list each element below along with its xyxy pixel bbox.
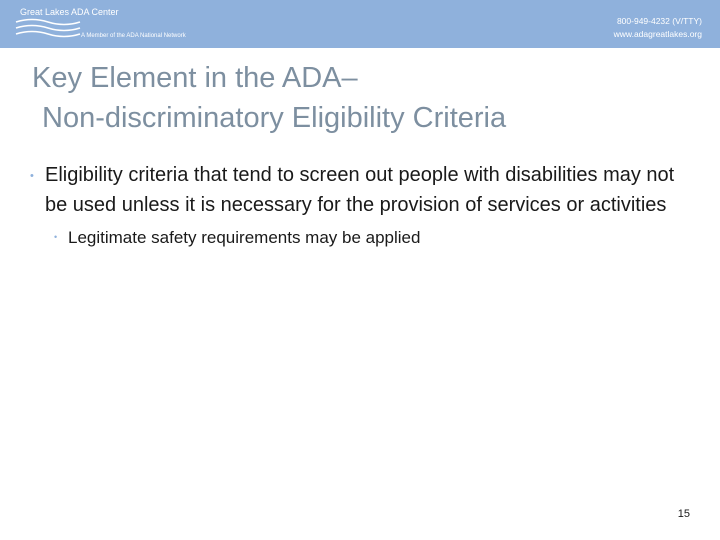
bullet-text: Eligibility criteria that tend to screen out people with disabilities may not be used unless it is necessary for the provision of services or activities [45, 164, 675, 216]
slide-title-line-1: Key Element in the ADA– [32, 62, 358, 94]
logo-tagline: A Member of the ADA National Network [81, 33, 186, 39]
great-lakes-ada-center-logo[interactable] [14, 4, 214, 44]
sub-bullet-item-safety-requirements [28, 226, 678, 250]
wave-lines-icon [14, 18, 84, 42]
bullet-item-eligibility-criteria [28, 160, 678, 220]
sub-bullet-text: Legitimate safety requirements may be applied [68, 228, 421, 247]
website-url[interactable]: www.adagreatlakes.org [613, 29, 702, 39]
page-number: 15 [677, 508, 690, 520]
bullet-marker: • [30, 170, 34, 182]
contact-info [614, 15, 702, 41]
phone-number: 800-949-4232 (V/TTY) [616, 16, 702, 26]
header-band [0, 0, 720, 48]
sub-bullet-marker: • [54, 232, 58, 242]
logo-wordmark: Great Lakes ADA Center [20, 7, 119, 17]
slide-title-line-2: Non-discriminatory Eligibility Criteria [42, 102, 507, 134]
slide-title [32, 58, 692, 138]
bullet-list [28, 160, 678, 250]
